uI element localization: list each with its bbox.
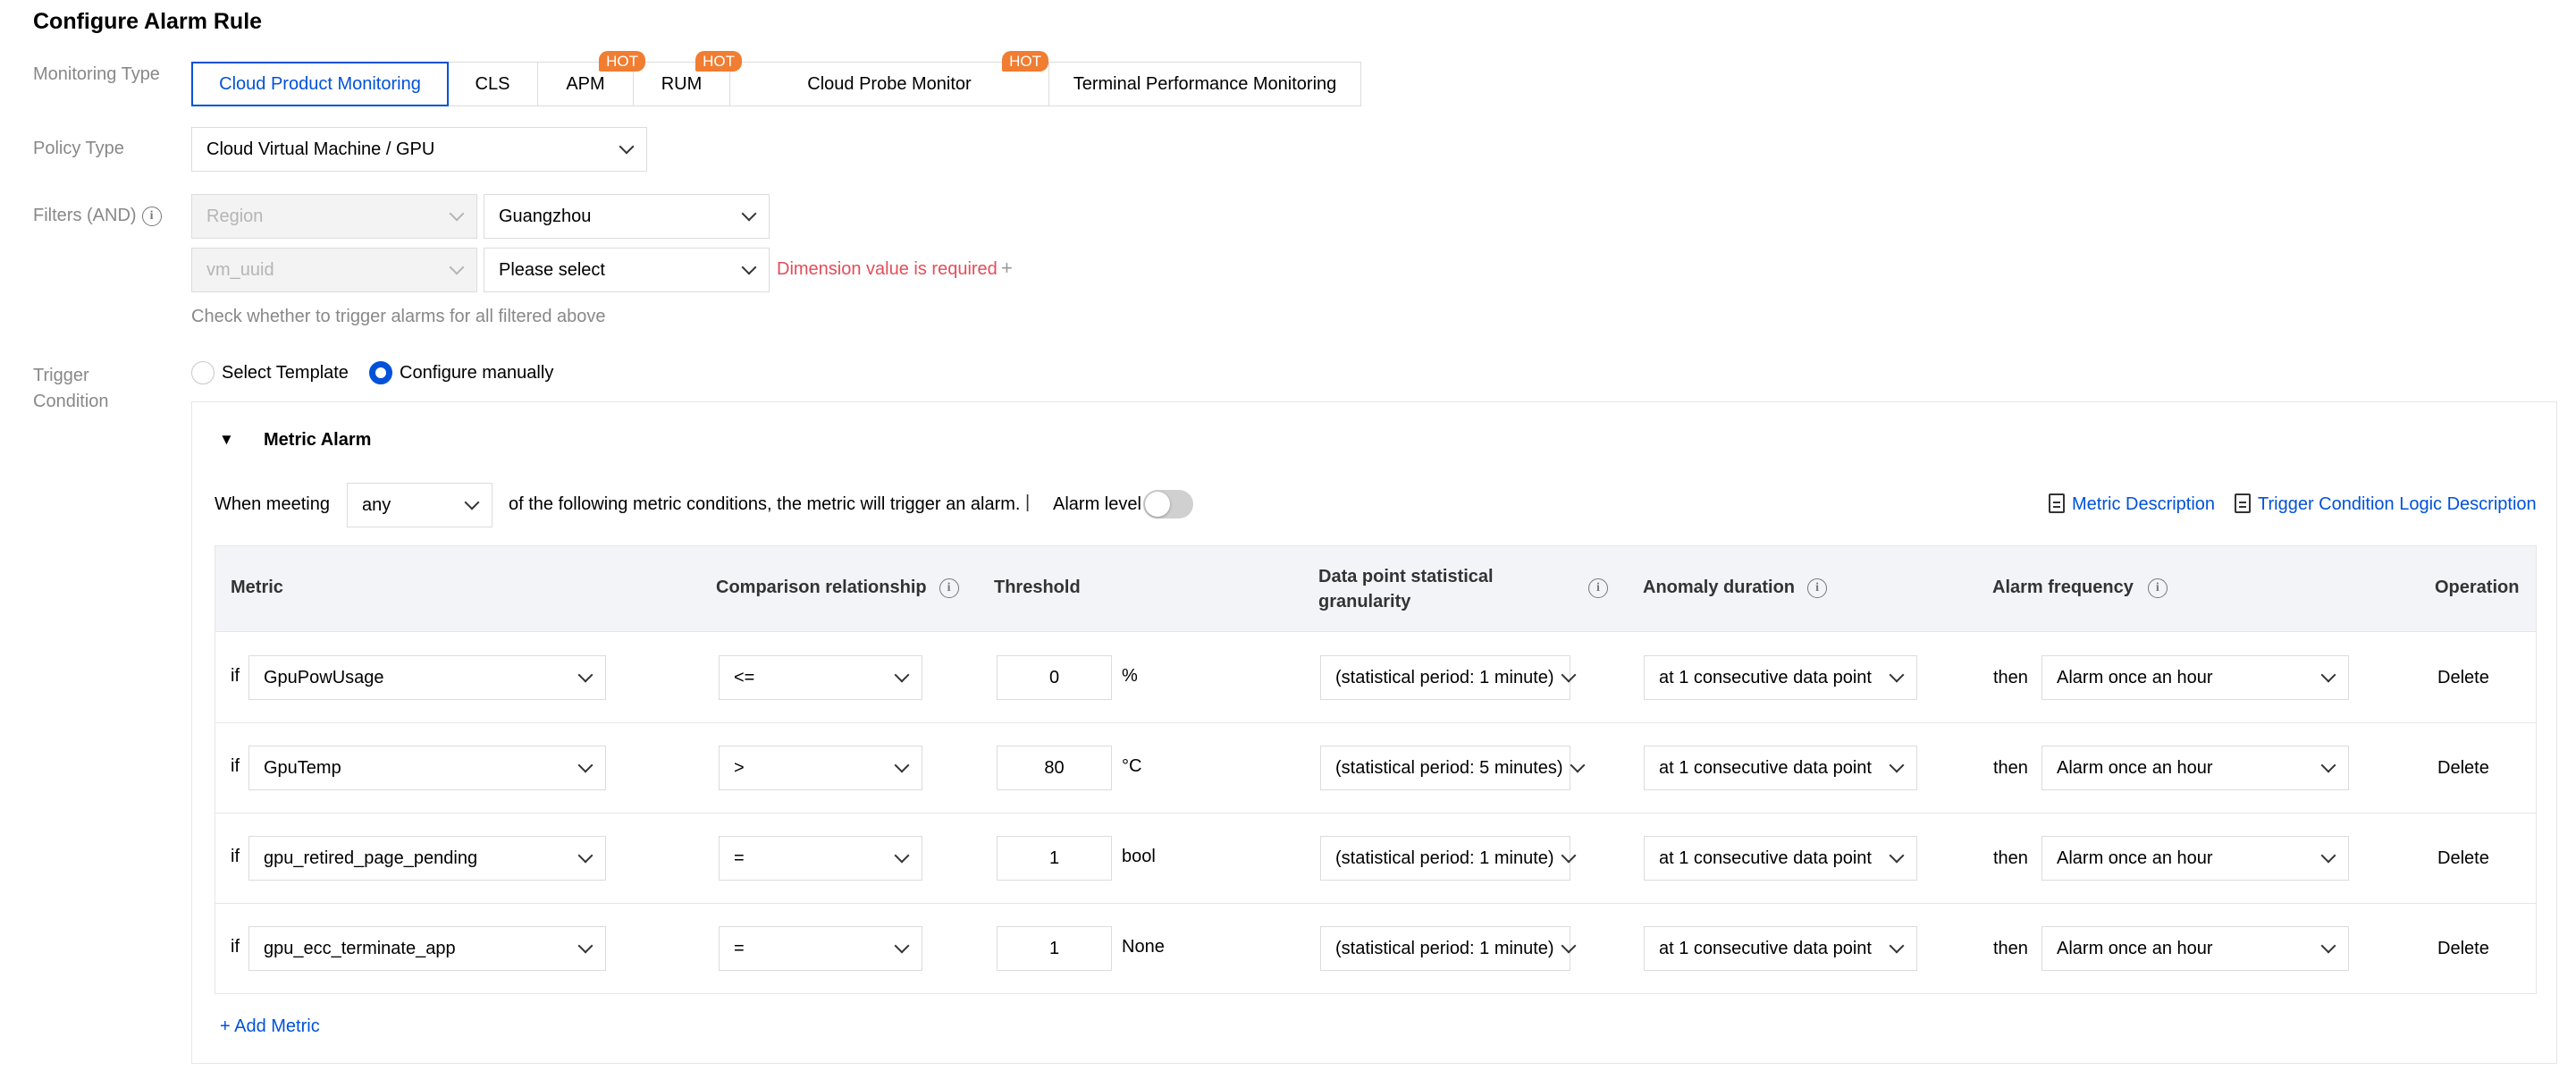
vm-uuid-dimension-select	[191, 248, 477, 292]
info-icon[interactable]: i	[1588, 578, 1608, 598]
radio-label: Select Template	[222, 362, 349, 383]
chevron-down-icon	[1570, 758, 1585, 773]
frequency-value: Alarm once an hour	[2057, 848, 2213, 868]
header-frequency-label: Alarm frequency	[1992, 578, 2134, 597]
select-template-radio[interactable]	[191, 361, 349, 384]
tab-label: APM	[566, 73, 605, 94]
threshold-input[interactable]: 80	[997, 746, 1112, 790]
info-icon[interactable]: i	[1807, 578, 1827, 598]
chevron-down-icon	[578, 939, 593, 954]
info-icon[interactable]: i	[142, 207, 162, 226]
header-anomaly	[1643, 578, 1827, 598]
anomaly-value: at 1 consecutive data point	[1659, 938, 1872, 958]
chevron-down-icon	[895, 758, 910, 773]
delete-button[interactable]: Delete	[2437, 848, 2489, 868]
alarm-frequency-select[interactable]	[2041, 926, 2349, 971]
granularity-select[interactable]	[1320, 836, 1570, 881]
when-meeting-label: When meeting	[215, 494, 330, 514]
metric-value: GpuPowUsage	[264, 667, 384, 687]
chevron-down-icon	[1890, 939, 1905, 954]
table-row	[215, 904, 2536, 994]
delete-button[interactable]: Delete	[2437, 758, 2489, 778]
chevron-down-icon	[895, 939, 910, 954]
header-comparison	[716, 578, 959, 598]
header-metric: Metric	[231, 578, 283, 597]
tab-label: RUM	[661, 73, 703, 94]
filters-label-group	[33, 206, 162, 226]
policy-type-select[interactable]	[191, 127, 647, 172]
vm-uuid-value: Please select	[499, 259, 605, 280]
anomaly-duration-select[interactable]	[1644, 746, 1917, 790]
chevron-down-icon	[1890, 848, 1905, 864]
anomaly-value: at 1 consecutive data point	[1659, 757, 1872, 778]
granularity-value: (statistical period: 1 minute)	[1335, 848, 1554, 868]
info-icon[interactable]: i	[939, 578, 959, 598]
configure-manually-radio[interactable]	[369, 361, 553, 384]
metric-value: gpu_ecc_terminate_app	[264, 938, 456, 958]
dimension-value: vm_uuid	[206, 259, 274, 280]
metric-value: gpu_retired_page_pending	[264, 848, 478, 868]
link-label: Metric Description	[2072, 494, 2216, 514]
radio-label: Configure manually	[400, 362, 554, 383]
hot-badge: HOT	[695, 51, 742, 72]
trigger-logic-description-link[interactable]	[2235, 493, 2537, 515]
comparison-select[interactable]	[719, 836, 922, 881]
chevron-down-icon	[2321, 758, 2336, 773]
tab-label: Terminal Performance Monitoring	[1073, 73, 1337, 94]
tab-terminal-performance-monitoring[interactable]	[1049, 63, 1360, 105]
any-all-select[interactable]	[347, 483, 492, 527]
metric-alarm-title: Metric Alarm	[264, 430, 372, 450]
threshold-input[interactable]: 1	[997, 926, 1112, 971]
hot-badge: HOT	[1002, 51, 1048, 72]
dimension-error: Dimension value is required	[777, 259, 998, 279]
trigger-label-line2: Condition	[33, 392, 109, 411]
header-granularity-line1: Data point statistical	[1318, 567, 1494, 586]
add-filter-button[interactable]: +	[1001, 257, 1013, 279]
threshold-unit: bool	[1122, 847, 1156, 866]
if-label: if	[231, 666, 240, 686]
chevron-down-icon	[2321, 848, 2336, 864]
delete-button[interactable]: Delete	[2437, 939, 2489, 958]
then-label: then	[1993, 668, 2028, 687]
chevron-down-icon	[1890, 758, 1905, 773]
radio-circle	[191, 361, 215, 384]
region-dimension-select	[191, 194, 477, 239]
tab-label: Cloud Probe Monitor	[807, 73, 972, 94]
any-value: any	[362, 494, 391, 515]
document-icon	[2049, 493, 2065, 513]
radio-circle-selected	[369, 361, 392, 384]
chevron-down-icon	[1561, 848, 1576, 864]
filters-label: Filters (AND)	[33, 206, 137, 225]
region-value-select[interactable]	[484, 194, 770, 239]
tab-label: Cloud Product Monitoring	[219, 73, 421, 94]
granularity-select[interactable]	[1320, 746, 1570, 790]
chevron-down-icon	[1561, 939, 1576, 954]
document-icon	[2235, 493, 2251, 513]
anomaly-duration-select[interactable]	[1644, 836, 1917, 881]
frequency-value: Alarm once an hour	[2057, 757, 2213, 778]
add-metric-button[interactable]: + Add Metric	[220, 1016, 320, 1036]
hot-badge: HOT	[599, 51, 645, 72]
comparison-value: >	[734, 757, 745, 778]
table-row	[215, 633, 2536, 723]
tab-cls[interactable]	[448, 63, 538, 105]
metric-select[interactable]	[248, 836, 606, 881]
table-row	[215, 723, 2536, 814]
toggle-knob	[1145, 492, 1170, 517]
frequency-value: Alarm once an hour	[2057, 938, 2213, 958]
if-label: if	[231, 937, 240, 957]
page-title: Configure Alarm Rule	[33, 9, 263, 34]
if-label: if	[231, 847, 240, 866]
chevron-down-icon	[578, 758, 593, 773]
alarm-frequency-select[interactable]	[2041, 655, 2349, 700]
header-frequency	[1992, 578, 2168, 598]
chevron-down-icon	[465, 495, 480, 510]
header-threshold: Threshold	[994, 578, 1081, 597]
link-label: Trigger Condition Logic Description	[2258, 494, 2537, 514]
header-granularity	[1318, 564, 1494, 614]
metric-conditions-table	[215, 545, 2537, 994]
anomaly-value: at 1 consecutive data point	[1659, 848, 1872, 868]
delete-button[interactable]: Delete	[2437, 668, 2489, 687]
comparison-select[interactable]	[719, 746, 922, 790]
threshold-input[interactable]: 1	[997, 836, 1112, 881]
then-label: then	[1993, 758, 2028, 778]
granularity-select[interactable]	[1320, 655, 1570, 700]
info-icon[interactable]: i	[2148, 578, 2168, 598]
comparison-select[interactable]	[719, 655, 922, 700]
header-comparison-label: Comparison relationship	[716, 578, 927, 597]
threshold-unit: °C	[1122, 756, 1142, 776]
header-anomaly-label: Anomaly duration	[1643, 578, 1796, 597]
tab-cloud-product-monitoring[interactable]	[191, 62, 449, 106]
chevron-down-icon	[742, 260, 757, 275]
chevron-down-icon	[1890, 668, 1905, 683]
condition-text: of the following metric conditions, the metric will trigger an alarm.	[509, 494, 1021, 514]
metric-select[interactable]	[248, 655, 606, 700]
granularity-value: (statistical period: 1 minute)	[1335, 938, 1554, 958]
metric-select[interactable]	[248, 746, 606, 790]
tab-cloud-probe-monitor[interactable]	[730, 53, 1049, 105]
policy-type-label: Policy Type	[33, 139, 124, 158]
alarm-level-label: Alarm level	[1053, 494, 1141, 514]
table-row	[215, 814, 2536, 904]
tab-label: CLS	[475, 73, 510, 94]
chevron-down-icon	[2321, 939, 2336, 954]
comparison-select[interactable]	[719, 926, 922, 971]
chevron-down-icon	[742, 207, 757, 222]
metric-select[interactable]	[248, 926, 606, 971]
monitoring-type-tabs	[191, 53, 1361, 106]
then-label: then	[1993, 848, 2028, 868]
chevron-down-icon	[895, 668, 910, 683]
granularity-value: (statistical period: 5 minutes)	[1335, 757, 1563, 778]
dimension-value: Region	[206, 206, 264, 226]
alarm-frequency-select[interactable]	[2041, 746, 2349, 790]
alarm-frequency-select[interactable]	[2041, 836, 2349, 881]
trigger-label-line1: Trigger	[33, 366, 89, 385]
tab-apm[interactable]	[538, 53, 638, 105]
tab-rum[interactable]	[634, 53, 735, 105]
anomaly-duration-select[interactable]	[1644, 655, 1917, 700]
table-header	[215, 546, 2536, 632]
chevron-down-icon	[450, 207, 465, 222]
granularity-value: (statistical period: 1 minute)	[1335, 667, 1554, 687]
comparison-value: =	[734, 848, 745, 868]
threshold-unit: %	[1122, 666, 1138, 686]
chevron-down-icon	[619, 139, 635, 155]
threshold-unit: None	[1122, 937, 1165, 957]
metric-value: GpuTemp	[264, 757, 341, 778]
comparison-value: <=	[734, 667, 755, 687]
chevron-down-icon	[1561, 668, 1576, 683]
trigger-condition-label	[33, 363, 109, 415]
separator: |	[1025, 493, 1031, 512]
filter-hint: Check whether to trigger alarms for all filtered above	[191, 307, 606, 326]
anomaly-value: at 1 consecutive data point	[1659, 667, 1872, 687]
region-value: Guangzhou	[499, 206, 592, 226]
then-label: then	[1993, 939, 2028, 958]
chevron-down-icon	[2321, 668, 2336, 683]
vm-uuid-value-select[interactable]	[484, 248, 770, 292]
anomaly-duration-select[interactable]	[1644, 926, 1917, 971]
frequency-value: Alarm once an hour	[2057, 667, 2213, 687]
metric-description-link[interactable]	[2049, 493, 2215, 515]
chevron-down-icon	[895, 848, 910, 864]
chevron-down-icon	[578, 668, 593, 683]
comparison-value: =	[734, 938, 745, 958]
policy-type-value: Cloud Virtual Machine / GPU	[206, 139, 435, 159]
chevron-down-icon	[578, 848, 593, 864]
if-label: if	[231, 756, 240, 776]
header-granularity-line2: granularity	[1318, 592, 1411, 611]
monitoring-type-label: Monitoring Type	[33, 64, 160, 84]
header-operation: Operation	[2435, 578, 2520, 597]
alarm-level-toggle[interactable]	[1143, 490, 1193, 519]
threshold-input[interactable]: 0	[997, 655, 1112, 700]
collapse-triangle-icon[interactable]: ▼	[219, 431, 234, 448]
chevron-down-icon	[450, 260, 465, 275]
granularity-select[interactable]	[1320, 926, 1570, 971]
